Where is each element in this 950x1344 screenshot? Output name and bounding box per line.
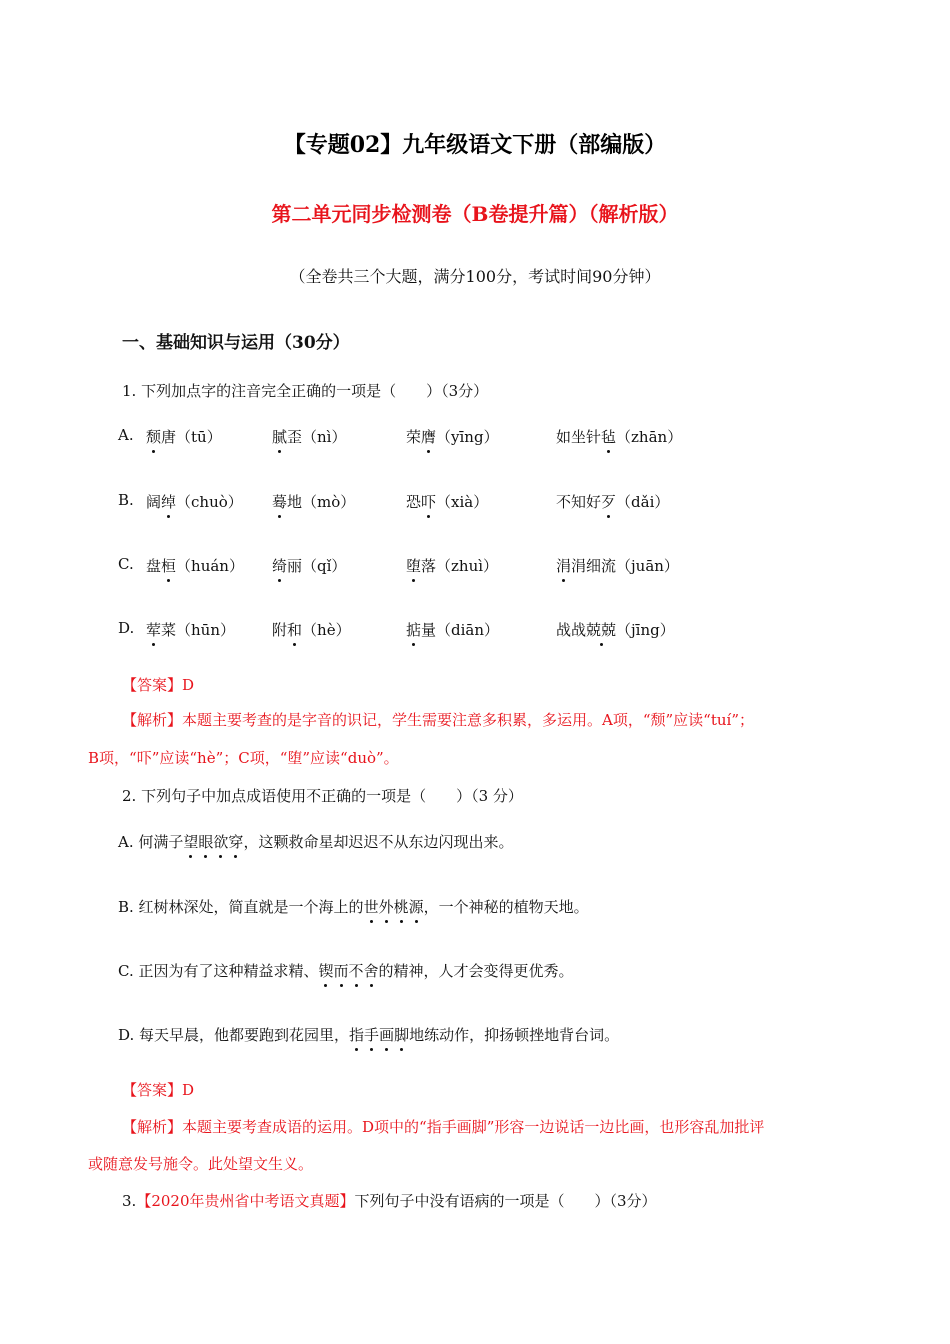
q2-option-a: A. 何满子望眼欲穿，这颗救命星却迟迟不从东边闪现出来。 xyxy=(118,833,514,851)
option-item: 掂量（diān） xyxy=(406,621,500,639)
question-3-stem: 3.【2020年贵州省中考语文真题】下列句子中没有语病的一项是（ ）（3分） xyxy=(122,1192,657,1210)
question-1-stem: 1. 下列加点字的注音完全正确的一项是（ ）（3分） xyxy=(122,382,489,400)
option-letter: D. xyxy=(118,619,135,637)
q2-option-d: D. 每天早晨，他都要跑到花园里，指手画脚地练动作，抑扬顿挫地背台词。 xyxy=(118,1026,620,1044)
option-item: 堕落（zhuì） xyxy=(406,557,499,575)
question-2-stem: 2. 下列句子中加点成语使用不正确的一项是（ ）（3 分） xyxy=(122,787,523,805)
q2-analysis-line1: 【解析】本题主要考查成语的运用。D项中的“指手画脚”形容一边说话一边比画，也形容乱加批评 xyxy=(122,1118,765,1136)
q2-option-c: C. 正因为有了这种精益求精、锲而不舍的精神，人才会变得更优秀。 xyxy=(118,962,574,980)
option-item: 蓦地（mò） xyxy=(272,493,356,511)
q2-analysis-line2: 或随意发号施令。此处望文生义。 xyxy=(88,1155,314,1173)
dotted-idiom: 指手画脚 xyxy=(349,1026,410,1044)
page-subtitle: 第二单元同步检测卷（B卷提升篇）（解析版） xyxy=(271,202,679,226)
option-item: 荤菜（hūn） xyxy=(146,621,235,639)
q1-analysis-line1: 【解析】本题主要考查的是字音的识记，学生需要注意多积累，多运用。A项，“颓”应读“tuí”； xyxy=(122,711,754,729)
page-title: 【专题02】九年级语文下册（部编版） xyxy=(283,132,667,158)
option-letter: C. xyxy=(118,555,134,573)
option-item: 绮丽（qǐ） xyxy=(272,557,347,575)
option-item: 如坐针毡（zhān） xyxy=(556,428,683,446)
option-item: 恐吓（xià） xyxy=(406,493,489,511)
q2-option-b: B. 红树林深处，简直就是一个海上的世外桃源，一个神秘的植物天地。 xyxy=(118,898,589,916)
dotted-idiom: 世外桃源 xyxy=(363,898,424,916)
option-item: 附和（hè） xyxy=(272,621,351,639)
q1-answer: 【答案】D xyxy=(122,676,195,694)
dotted-idiom: 望眼欲穿 xyxy=(183,833,244,851)
option-item: 荣膺（yīng） xyxy=(406,428,499,446)
option-item: 涓涓细流（juān） xyxy=(556,557,679,575)
option-item: 腻歪（nì） xyxy=(272,428,347,446)
dotted-idiom: 锲而不舍 xyxy=(318,962,379,980)
option-item: 阔绰（chuò） xyxy=(146,493,243,511)
q3-source-tag: 【2020年贵州省中考语文真题】 xyxy=(136,1192,355,1210)
option-item: 颓唐（tū） xyxy=(146,428,222,446)
option-item: 盘桓（huán） xyxy=(146,557,244,575)
option-letter: B. xyxy=(118,491,134,509)
option-item: 不知好歹（dǎi） xyxy=(556,493,670,511)
option-item: 战战兢兢（jīng） xyxy=(556,621,675,639)
section-heading: 一、基础知识与运用（30分） xyxy=(122,333,350,353)
q2-answer: 【答案】D xyxy=(122,1081,195,1099)
q1-analysis-line2: B项，“吓”应读“hè”；C项，“堕”应读“duò”。 xyxy=(88,749,399,767)
exam-note: （全卷共三个大题，满分100分，考试时间90分钟） xyxy=(289,267,661,286)
option-letter: A. xyxy=(118,426,134,444)
